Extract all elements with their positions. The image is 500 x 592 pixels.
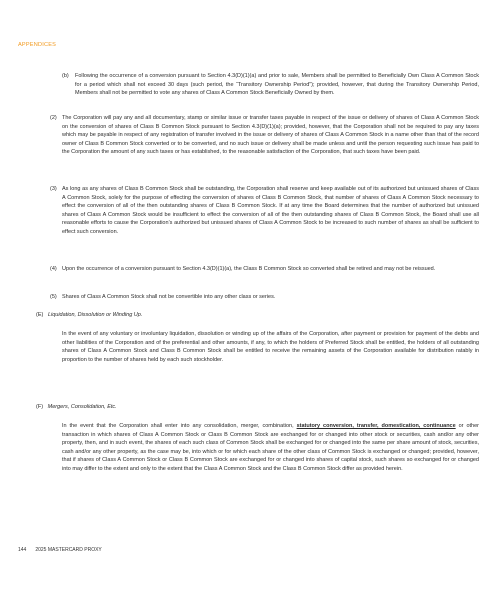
section-e-title: Liquidation, Dissolution or Winding Up. bbox=[47, 312, 143, 318]
paragraph-b: Following the occurrence of a conversion pursuant to Section 4.3(D)(1)(a) and prior to sale, Members shall be permitted to Beneficially Own Class A Common Stock for a period which shall not exceed 30 days (such period, the “Transitory Ownership Period”); provided, however, that during the Transitory Ownership Period, Members shall not be permitted to vote any shares of Class A Common Stock Beneficially Owned by them. bbox=[75, 73, 479, 97]
section-f-paragraph bbox=[62, 422, 479, 474]
section-f-text-after: or other transaction in which shares of Class A Common Stock or Class B Common Stock are exchanged for or changed into other stock or securities, cash and/or any other property, then, and in such event, the shares of each such class of Common Stock shall be exchanged for or changed into the same per share amount of stock, securities, cash and/or any other property, as the case may be, into which or for which each share of the other class of Common Stock is exchanged or changed; provided, however, that if shares of Class A Common Stock or Class B Common Stock are exchanged for or changed into shares of capital stock, such shares so exchanged for or changed into may differ to the extent and only to the extent that the Class A Common Stock and the Class B Common Stock differ as provided herein. bbox=[62, 423, 479, 472]
section-e-paragraph: In the event of any voluntary or involuntary liquidation, dissolution or winding up of the affairs of the Corporation, after payment or provision for payment of the debts and other liabilities of the Corporation and of the preferential and other amounts, if any, to which the holders of Preferred Stock shall be entitled, the holders of all outstanding shares of Class A Common Stock and Class B Common Stock shall be entitled to receive the remaining assets of the Corporation available for distribution ratably in proportion to the number of shares held by each such stockholder. bbox=[62, 331, 479, 363]
item-marker-b: (b) bbox=[62, 73, 69, 79]
publication-title: 2025 MASTERCARD PROXY bbox=[35, 547, 102, 553]
item-marker-4: (4) bbox=[50, 266, 57, 272]
section-f-text-before: In the event that the Corporation shall enter into any consolidation, merger, combination, bbox=[62, 423, 297, 429]
section-f-underlined-terms: statutory conversion, transfer, domestication, continuance bbox=[296, 423, 456, 429]
item-marker-2: (2) bbox=[50, 115, 57, 121]
paragraph-5: Shares of Class A Common Stock shall not be convertible into any other class or series. bbox=[62, 294, 276, 300]
section-f-title: Mergers, Consolidation, Etc. bbox=[47, 404, 117, 410]
item-marker-3: (3) bbox=[50, 186, 57, 192]
page-number: 144 bbox=[18, 547, 27, 553]
item-marker-5: (5) bbox=[50, 294, 57, 300]
paragraph-4: Upon the occurrence of a conversion pursuant to Section 4.3(D)(1)(a), the Class B Common Stock so converted shall be retired and may not be reissued. bbox=[62, 266, 436, 272]
paragraph-2: The Corporation will pay any and all documentary, stamp or similar issue or transfer taxes payable in respect of the issue or delivery of shares of Class A Common Stock on the conversion of shares of Class B Common Stock pursuant to Section 4.3(D)(1)(a); provided, however, that the Corporation shall not be required to pay any taxes which may be payable in respect of any registration of transfer involved in the issue or delivery of shares of Class A Common Stock in a name other than that of the record owner of Class B Common Stock converted or to be converted, and no such issue or delivery shall be made unless and until the person requesting such issue has paid to the Corporation the amount of any such taxes or has established, to the reasonable satisfaction of the Corporation, that such taxes have been paid. bbox=[62, 115, 479, 156]
section-f-heading bbox=[36, 403, 117, 412]
section-e-heading bbox=[36, 311, 142, 320]
page-footer bbox=[18, 547, 111, 553]
section-e-marker: (E) bbox=[36, 312, 44, 318]
section-f-marker: (F) bbox=[36, 404, 44, 410]
paragraph-3: As long as any shares of Class B Common Stock shall be outstanding, the Corporation shall reserve and keep available out of its authorized but unissued shares of Class A Common Stock, solely for the purpose of effecting the conversion of shares of Class B Common Stock, that number of shares of Class A Common Stock necessary to effect the conversion of all of the then outstanding shares of Class B Common Stock. If at any time the Board determines that the number of authorized but unissued shares of Class A Common Stock would be insufficient to effect the conversion of all of the then outstanding shares of Class B Common Stock, the Board shall use all reasonable efforts to cause the Corporation’s authorized but unissued shares of Class A Common Stock to be increased to such number of shares as shall be sufficient to effect such conversion. bbox=[62, 186, 479, 235]
section-label: APPENDICES bbox=[18, 42, 57, 48]
